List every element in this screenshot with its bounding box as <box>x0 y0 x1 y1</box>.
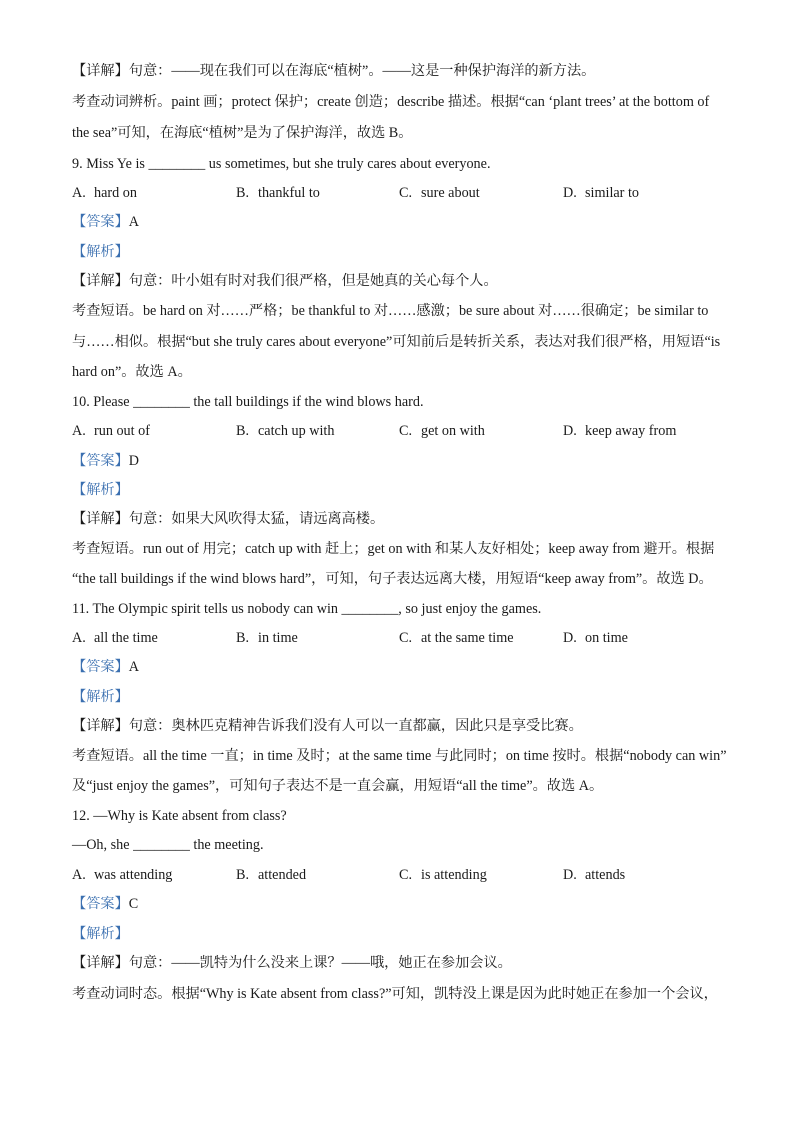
detail-line: 【详解】句意：奥林匹克精神告诉我们没有人可以一直都赢，因此只是享受比赛。 <box>72 718 583 734</box>
option-a: A. run out of <box>72 423 150 439</box>
analysis-line: 考查动词时态。根据“Why is Kate absent from class?”可知，凯特没上课是因为此时她正在参加一个会议， <box>72 986 718 1002</box>
analysis-line: 考查短语。be hard on 对……严格；be thankful to 对……感激；be sure about 对……很确定；be similar to <box>72 303 709 319</box>
options-q10 <box>72 421 732 441</box>
question-11: 11. The Olympic spirit tells us nobody can win ________, so just enjoy the games. <box>72 601 542 617</box>
options-q11 <box>72 628 732 648</box>
analysis-tag: 【解析】 <box>72 689 129 705</box>
answer-line <box>72 894 732 914</box>
question-12-reply: —Oh, she ________ the meeting. <box>72 837 264 853</box>
question-12: 12. —Why is Kate absent from class? <box>72 808 287 824</box>
option-c: C. at the same time <box>399 630 514 646</box>
detail-line: 【详解】句意：如果大风吹得太猛，请远离高楼。 <box>72 511 385 527</box>
option-b: B. attended <box>236 867 307 883</box>
answer-line <box>72 212 732 232</box>
option-b: B. catch up with <box>236 423 335 439</box>
option-d: D. attends <box>563 867 626 883</box>
option-c: C. is attending <box>399 867 487 883</box>
detail-line: 【详解】句意：——凯特为什么没来上课？——哦，她正在参加会议。 <box>72 955 512 971</box>
answer-line <box>72 451 732 471</box>
analysis-tag: 【解析】 <box>72 926 129 942</box>
option-b: B. in time <box>236 630 298 646</box>
option-d: D. similar to <box>563 185 639 201</box>
answer-value: C <box>128 896 139 912</box>
option-b: B. thankful to <box>236 185 320 201</box>
answer-tag: 【答案】 <box>72 453 129 469</box>
question-10: 10. Please ________ the tall buildings if the wind blows hard. <box>72 394 424 410</box>
answer-value: A <box>128 214 140 230</box>
detail-line: 【详解】句意：叶小姐有时对我们很严格，但是她真的关心每个人。 <box>72 273 498 289</box>
question-9: 9. Miss Ye is ________ us sometimes, but she truly cares about everyone. <box>72 156 491 172</box>
answer-tag: 【答案】 <box>72 659 129 675</box>
options-q12 <box>72 865 732 885</box>
analysis-tag: 【解析】 <box>72 244 129 260</box>
analysis-line: 及“just enjoy the games”，可知句子表达不是一直会赢，用短语“all the time”。故选 A。 <box>72 778 604 794</box>
options-q9 <box>72 183 732 203</box>
answer-value: A <box>128 659 140 675</box>
analysis-line: hard on”。故选 A。 <box>72 364 192 380</box>
analysis-line: the sea”可知，在海底“植树”是为了保护海洋，故选 B。 <box>72 125 413 141</box>
analysis-tag: 【解析】 <box>72 482 129 498</box>
option-d: D. on time <box>563 630 628 646</box>
option-a: A. hard on <box>72 185 137 201</box>
detail-line: 【详解】句意：——现在我们可以在海底“植树”。——这是一种保护海洋的新方法。 <box>72 63 596 79</box>
analysis-line: 考查短语。all the time 一直；in time 及时；at the same time 与此同时；on time 按时。根据“nobody can win” <box>72 748 727 764</box>
option-a: A. all the time <box>72 630 158 646</box>
option-a: A. was attending <box>72 867 173 883</box>
analysis-line: “the tall buildings if the wind blows hard”，可知，句子表达远离大楼，用短语“keep away from”。故选 D。 <box>72 571 713 587</box>
answer-tag: 【答案】 <box>72 896 129 912</box>
analysis-line: 考查短语。run out of 用完；catch up with 赶上；get on with 和某人友好相处；keep away from 避开。根据 <box>72 541 715 557</box>
option-c: C. sure about <box>399 185 480 201</box>
answer-value: D <box>128 453 140 469</box>
option-d: D. keep away from <box>563 423 677 439</box>
analysis-line: 与……相似。根据“but she truly cares about everyone”可知前后是转折关系，表达对我们很严格，用短语“is <box>72 334 721 350</box>
analysis-line: 考查动词辨析。paint 画；protect 保护；create 创造；describe 描述。根据“can ‘plant trees’ at the bottom of <box>72 94 710 110</box>
answer-line <box>72 657 732 677</box>
answer-tag: 【答案】 <box>72 214 129 230</box>
option-c: C. get on with <box>399 423 485 439</box>
